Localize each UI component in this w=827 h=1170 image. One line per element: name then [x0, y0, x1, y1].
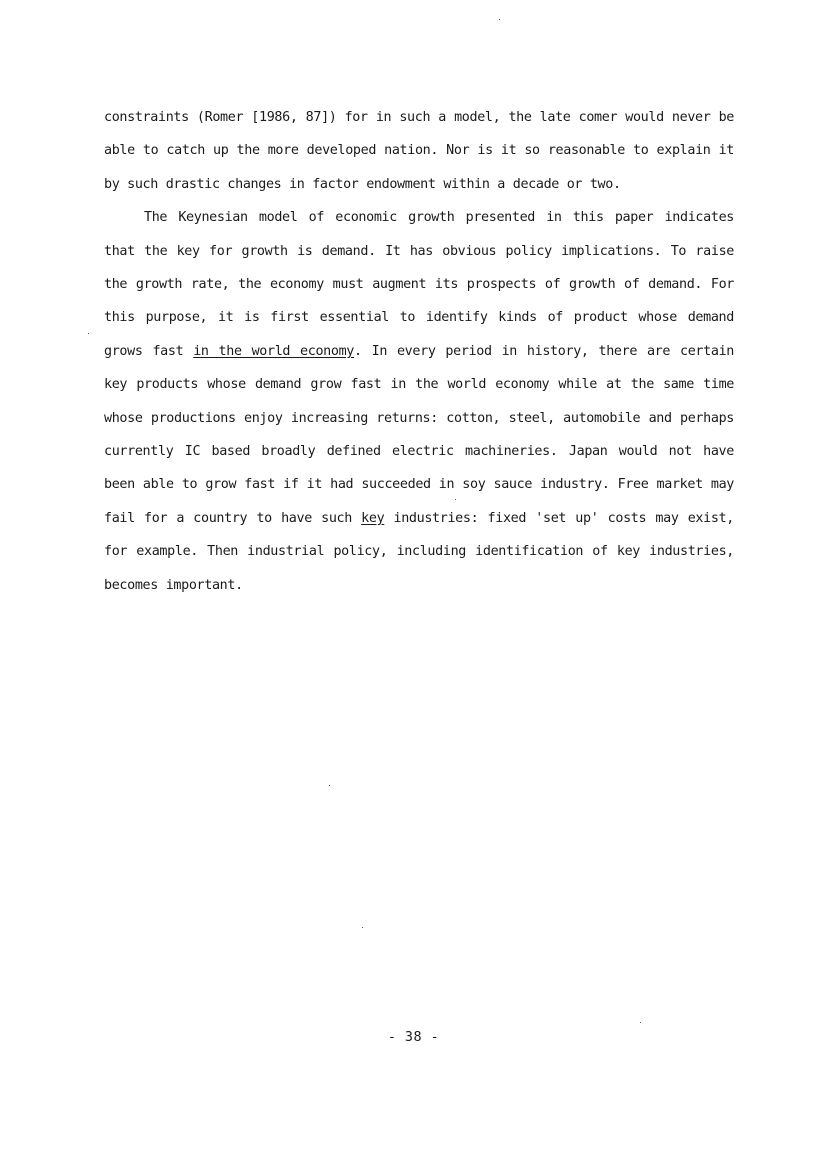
text-segment: industries: fixed 'set up' costs may exist, for example. Then industrial policy, including identification of key industries, becomes important.	[104, 510, 734, 593]
scan-speck	[362, 927, 363, 928]
underlined-phrase-world-economy: in the world economy	[193, 343, 355, 359]
body-text	[104, 101, 734, 602]
scan-speck	[455, 499, 456, 500]
paragraph-2	[104, 201, 734, 602]
text-segment: constraints (Romer [1986, 87]) for in such a model, the late comer would never be able to catch up the more developed nation. Nor is it so reasonable to explain it by such drastic changes in factor endowment within a decade or two.	[104, 110, 734, 192]
paragraph-1	[104, 101, 734, 201]
scan-speck	[329, 785, 330, 786]
underlined-word-key: key	[361, 510, 385, 526]
scan-speck	[640, 1022, 641, 1023]
text-segment: The Keynesian model of economic growth presented in this paper indicates that the key for growth is demand. It has obvious policy implications. To raise the growth rate, the economy must augment its prospects of growth of demand. For this purpose, it is first essential to identify kinds of product whose demand grows fast	[104, 210, 734, 359]
scan-speck	[499, 19, 500, 20]
text-segment: . In every period in history, there are certain key products whose demand grow fast in the world economy while at the same time whose productions enjoy increasing returns: cotton, steel, automobile and perhaps currently IC based broadly defined electric machineries. Japan would not have been able to grow fast if it had succeeded in soy sauce industry. Free market may fail for a country to have such	[104, 343, 734, 526]
page-number: - 38 -	[387, 1030, 440, 1045]
scan-speck	[88, 333, 89, 334]
